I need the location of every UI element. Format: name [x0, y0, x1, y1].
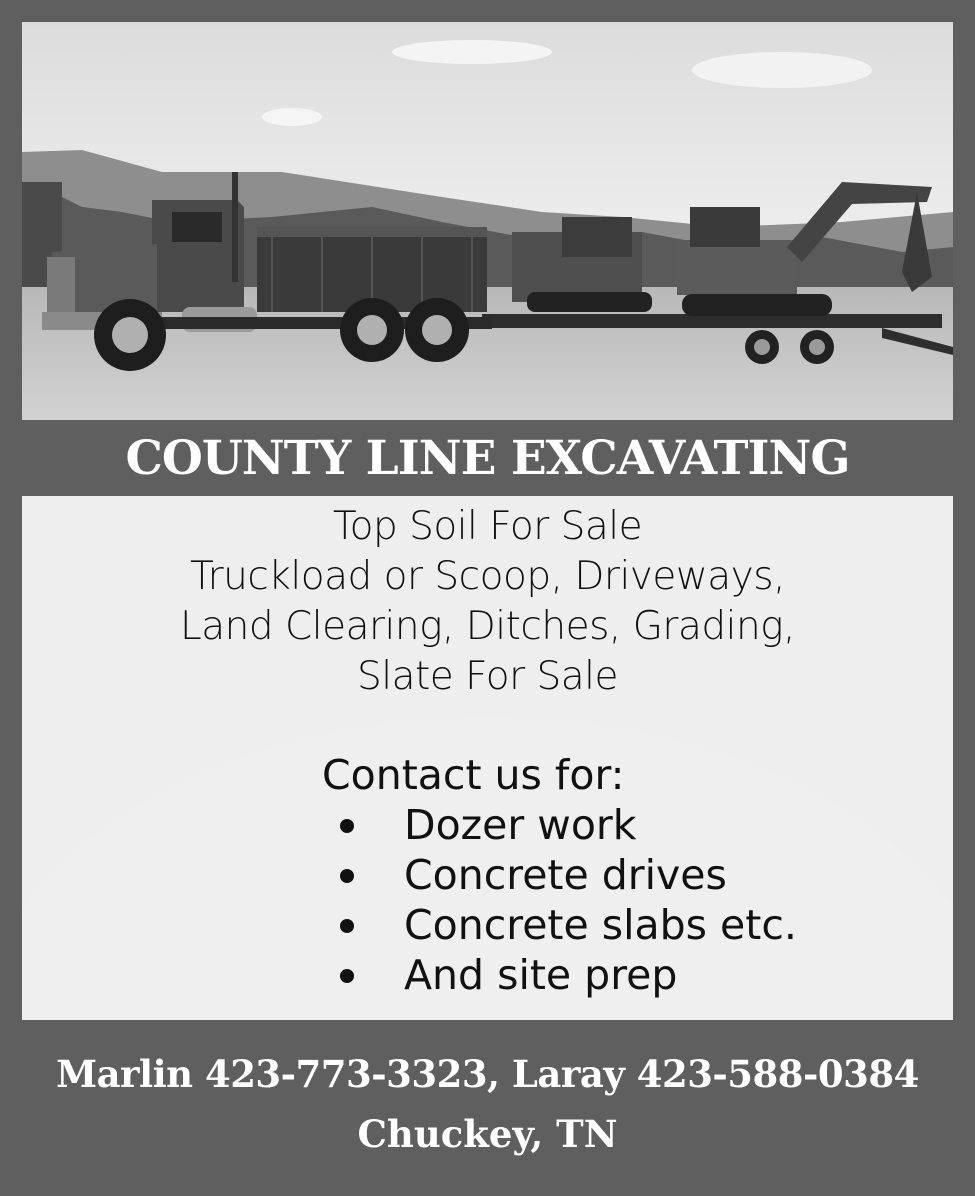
contact-list: [322, 800, 797, 1000]
contact-item-label: And site prep: [404, 951, 678, 999]
excavator-cab: [690, 207, 760, 247]
contact-item-label: Dozer work: [404, 801, 637, 849]
contact-block: [322, 750, 797, 1000]
exhaust-stack: [232, 172, 238, 282]
location: Chuckey, TN: [357, 1112, 618, 1156]
cab-window: [172, 212, 222, 242]
cloud: [262, 108, 322, 126]
contact-heading: Contact us for:: [322, 751, 625, 799]
bullet-icon: [340, 869, 354, 883]
service-line: Truckload or Scoop, Driveways,: [190, 554, 785, 599]
contact-item-label: Concrete drives: [404, 851, 727, 899]
cloud: [392, 40, 552, 64]
skid-steer-tracks: [527, 292, 652, 312]
phone-numbers: Marlin 423-773-3323, Laray 423-588-0384: [56, 1052, 919, 1096]
bullet-icon: [340, 819, 354, 833]
bullet-icon: [340, 919, 354, 933]
photo-illustration: [22, 22, 953, 420]
service-line: Top Soil For Sale: [332, 504, 643, 549]
excavator-tracks: [682, 294, 832, 316]
truck-grille: [47, 257, 75, 317]
info-panel: [22, 496, 953, 1020]
truck-and-equipment-photo: [22, 22, 953, 420]
contact-list-item: [322, 950, 797, 1000]
excavator-body: [677, 240, 797, 295]
cloud: [692, 52, 872, 88]
contact-list-item: [322, 850, 797, 900]
services-list: [22, 502, 953, 702]
service-line: Slate For Sale: [357, 654, 618, 699]
bullet-icon: [340, 969, 354, 983]
contact-list-item: [322, 900, 797, 950]
contact-item-label: Concrete slabs etc.: [404, 901, 797, 949]
service-line: Land Clearing, Ditches, Grading,: [180, 604, 795, 649]
business-name: COUNTY LINE EXCAVATING: [125, 431, 850, 486]
trailer-deck: [482, 314, 942, 328]
contact-list-item: [322, 800, 797, 850]
